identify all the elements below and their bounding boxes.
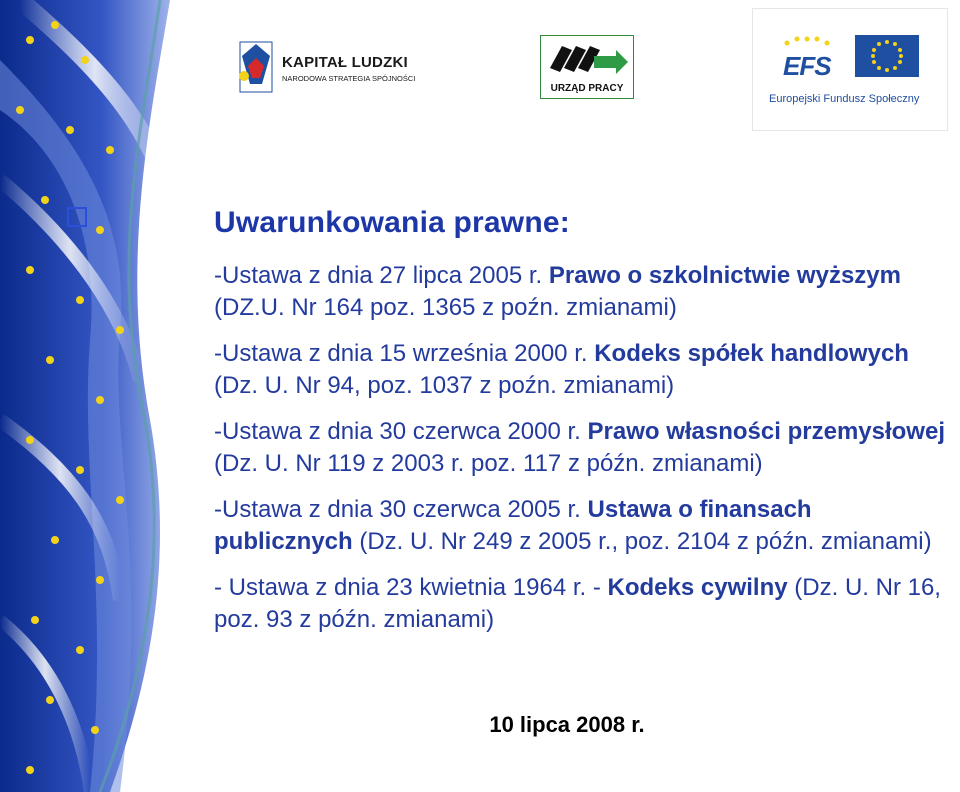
- footer-date: 10 lipca 2008 r.: [489, 712, 645, 737]
- urzad-pracy-label: URZĄD PRACY: [550, 83, 624, 94]
- list-item: [214, 572, 954, 636]
- item-suffix: (DZ.U. Nr 164 poz. 1365 z poźn. zmianami): [214, 294, 677, 321]
- item-prefix: -Ustawa z dnia 30 czerwca 2005 r.: [214, 496, 588, 523]
- page-title: Uwarunkowania prawne:: [214, 206, 570, 239]
- bullet-square-icon: [67, 207, 87, 227]
- efs-name: Europejski Fundusz Społeczny: [769, 93, 920, 105]
- efs-logo: [752, 8, 948, 131]
- item-suffix: (Dz. U. Nr 119 z 2003 r. poz. 117 z późn. zmianami): [214, 450, 763, 477]
- kapital-ludzki-emblem-icon: [234, 38, 278, 96]
- item-suffix: (Dz. U. Nr 16, poz. 93 z późn. zmianami): [214, 574, 941, 633]
- item-prefix: - Ustawa z dnia 23 kwietnia 1964 r. -: [214, 574, 608, 601]
- law-name: Ustawa o finansach publicznych: [214, 496, 812, 555]
- list-item: [214, 494, 954, 558]
- list-item: [214, 260, 954, 324]
- item-prefix: -Ustawa z dnia 15 września 2000 r.: [214, 340, 595, 367]
- kapital-ludzki-subtitle: NARODOWA STRATEGIA SPÓJNOŚCI: [282, 74, 416, 83]
- item-prefix: -Ustawa z dnia 27 lipca 2005 r.: [214, 262, 549, 289]
- decorative-eu-band: [0, 0, 200, 792]
- urzad-pracy-logo: [540, 35, 634, 99]
- item-suffix: (Dz. U. Nr 94, poz. 1037 z poźn. zmianami): [214, 372, 675, 399]
- list-item: [214, 338, 954, 402]
- law-name: Kodeks cywilny: [607, 574, 788, 601]
- efs-letters: EFS: [783, 51, 831, 81]
- law-name: Kodeks spółek handlowych: [594, 340, 909, 367]
- urzad-pracy-emblem-icon: [542, 38, 632, 82]
- kapital-ludzki-title: KAPITAŁ LUDZKI: [282, 54, 408, 71]
- list-item: [214, 416, 954, 480]
- law-name: Prawo o szkolnictwie wyższym: [548, 262, 901, 289]
- item-prefix: -Ustawa z dnia 30 czerwca 2000 r.: [214, 418, 588, 445]
- main-content: [214, 206, 954, 650]
- item-suffix: (Dz. U. Nr 249 z 2005 r., poz. 2104 z późn. zmianami): [352, 528, 932, 555]
- kapital-ludzki-logo: [234, 38, 424, 100]
- law-name: Prawo własności przemysłowej: [587, 418, 945, 445]
